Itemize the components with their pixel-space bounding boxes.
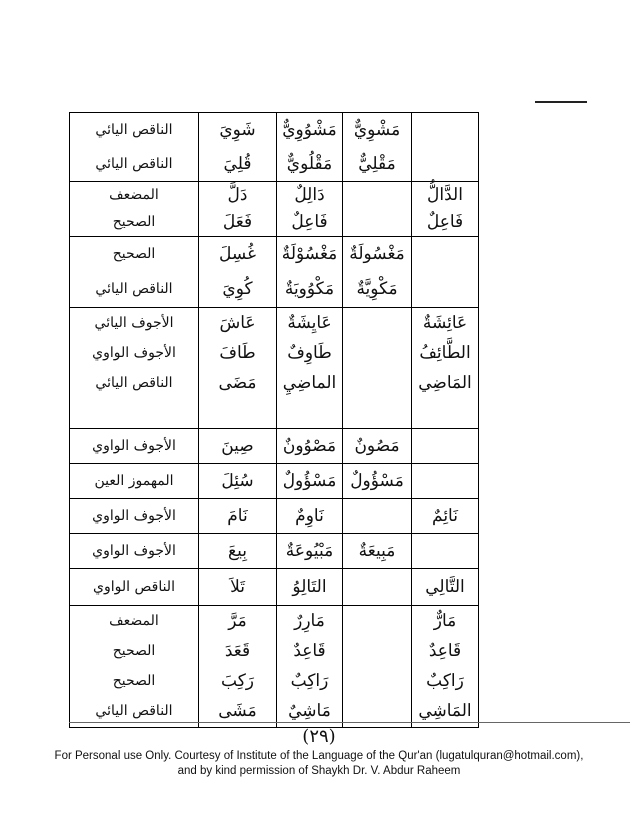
footer-line-2: and by kind permission of Shaykh Dr. V. Abdur Raheem	[177, 765, 461, 777]
arabic-word: تَلاَ	[230, 577, 245, 597]
morphology-label: الصحيح	[112, 214, 156, 230]
arabic-word: فَاعِلٌ	[426, 212, 464, 232]
arabic-word: مَرَّ	[228, 611, 247, 631]
arabic-word: نَامَ	[227, 506, 248, 526]
arabic-word: المَاشِي	[418, 701, 472, 721]
arabic-word: مَقْلُويٌّ	[286, 154, 333, 174]
arabic-word: عَايِشَةٌ	[287, 313, 332, 333]
arabic-word	[343, 338, 411, 368]
arabic-word: قُلِيَ	[223, 154, 252, 174]
verb-cell	[199, 182, 277, 237]
verb-cell	[199, 308, 277, 429]
arabic-word	[412, 113, 478, 147]
type-label-cell	[70, 113, 199, 182]
arabic-word: الطَّائِفُ	[419, 343, 471, 363]
form-a-cell	[277, 113, 343, 182]
arabic-word: مَشَى	[218, 701, 257, 721]
arabic-word	[343, 308, 411, 338]
morphology-label: الأجوف الواوي	[92, 508, 176, 524]
arabic-word: عَائِشَةٌ	[422, 313, 468, 333]
verb-cell	[199, 606, 277, 728]
table-body	[70, 113, 479, 728]
arabic-word: مَارِرٌ	[294, 611, 325, 631]
arabic-word	[343, 499, 411, 533]
arabic-word: الدَّالُّ	[427, 185, 463, 205]
type-label-cell	[70, 569, 199, 606]
morphology-label: الناقص اليائي	[95, 375, 173, 391]
arabic-word	[412, 237, 478, 272]
arabic-word: دَلَّ	[227, 185, 248, 205]
type-label-cell	[70, 182, 199, 237]
morphology-label: الأجوف الواوي	[92, 543, 176, 559]
morphology-label: الناقص اليائي	[95, 703, 173, 719]
arabic-word	[277, 398, 342, 428]
arabic-word: رَاكِبٌ	[290, 671, 329, 691]
arabic-word	[343, 182, 411, 209]
table-row	[70, 606, 479, 728]
verb-cell	[199, 534, 277, 569]
arabic-word	[412, 464, 478, 498]
form-b-cell	[343, 113, 412, 182]
verb-cell	[199, 237, 277, 308]
footer-line-1: For Personal use Only. Courtesy of Institute of the Language of the Qur'an (lugatulquran@hotmail.com),	[54, 750, 584, 762]
form-a-cell	[277, 237, 343, 308]
arabic-word: مَبِيعَةٌ	[358, 541, 396, 561]
form-b-cell	[343, 606, 412, 728]
morphology-label: الأجوف اليائي	[94, 315, 174, 331]
verb-cell	[199, 113, 277, 182]
conjugation-table	[69, 112, 479, 728]
table-row	[70, 429, 479, 464]
arabic-word: مَبْيُوعَةٌ	[285, 541, 334, 561]
table-row	[70, 464, 479, 499]
type-label-cell	[70, 499, 199, 534]
scan-mark	[535, 101, 587, 103]
type-label-cell	[70, 606, 199, 728]
form-a-cell	[277, 308, 343, 429]
arabic-word: مَغْسُوْلَةٌ	[281, 244, 338, 264]
arabic-word	[343, 398, 411, 428]
form-b-cell	[343, 308, 412, 429]
morphology-label: الصحيح	[112, 673, 156, 689]
table-row	[70, 499, 479, 534]
arabic-word: التَّالِي	[425, 577, 465, 597]
morphology-label	[70, 398, 198, 428]
arabic-word	[343, 209, 411, 236]
form-b-cell	[343, 429, 412, 464]
arabic-word: مَكْوِيَّةٌ	[356, 279, 398, 299]
arabic-word	[199, 398, 276, 428]
page-number: (٢٩)	[302, 726, 336, 747]
arabic-word: مَغْسُولَةٌ	[349, 244, 405, 264]
morphology-label: الصحيح	[112, 643, 156, 659]
arabic-word: مَصُونٌ	[354, 436, 400, 456]
form-b-cell	[343, 534, 412, 569]
arabic-word: مَشْوِيٌّ	[353, 120, 401, 140]
type-label-cell	[70, 429, 199, 464]
arabic-word: نَائِمٌ	[432, 506, 458, 526]
arabic-word	[412, 147, 478, 181]
morphology-label: الناقص اليائي	[95, 122, 173, 138]
arabic-word: فَاعِلٌ	[291, 212, 328, 232]
type-label-cell	[70, 534, 199, 569]
form-c-cell	[412, 569, 479, 606]
arabic-word: مَاشِيٌ	[288, 701, 331, 721]
arabic-word: شَوِيَ	[219, 120, 256, 140]
arabic-word	[412, 398, 478, 428]
table-row	[70, 182, 479, 237]
arabic-word: فَعَلَ	[222, 212, 253, 232]
morphology-label: الناقص اليائي	[95, 281, 173, 297]
arabic-word: طَاوِفٌ	[287, 343, 332, 363]
form-c-cell	[412, 113, 479, 182]
table-row	[70, 113, 479, 182]
arabic-word	[343, 606, 411, 636]
form-a-cell	[277, 534, 343, 569]
arabic-word	[343, 368, 411, 398]
form-c-cell	[412, 606, 479, 728]
form-a-cell	[277, 569, 343, 606]
form-c-cell	[412, 429, 479, 464]
arabic-word: قَاعِدٌ	[293, 641, 326, 661]
arabic-word: مَشْوُوِيٌّ	[282, 120, 337, 140]
table-row	[70, 569, 479, 606]
arabic-word: سُئِلَ	[221, 471, 254, 491]
form-a-cell	[277, 606, 343, 728]
arabic-word: عَاشَ	[219, 313, 256, 333]
arabic-word: مَارٌّ	[433, 611, 457, 631]
verb-cell	[199, 429, 277, 464]
form-a-cell	[277, 429, 343, 464]
morphology-label: الأجوف الواوي	[92, 438, 176, 454]
arabic-word: قَاعِدٌ	[428, 641, 462, 661]
form-c-cell	[412, 499, 479, 534]
arabic-word: نَاوِمٌ	[295, 506, 324, 526]
type-label-cell	[70, 237, 199, 308]
form-a-cell	[277, 182, 343, 237]
arabic-word	[343, 666, 411, 696]
arabic-word: رَكِبَ	[221, 671, 254, 691]
arabic-word	[343, 636, 411, 666]
form-c-cell	[412, 308, 479, 429]
morphology-label: الناقص الواوي	[93, 579, 175, 595]
type-label-cell	[70, 308, 199, 429]
arabic-word: مَضَى	[218, 373, 257, 393]
morphology-label: المضعف	[109, 613, 159, 629]
arabic-word: التَالِوُ	[292, 577, 327, 597]
arabic-word	[412, 534, 478, 568]
table-row	[70, 237, 479, 308]
form-c-cell	[412, 464, 479, 499]
form-b-cell	[343, 182, 412, 237]
arabic-word: طَافَ	[219, 343, 256, 363]
form-b-cell	[343, 464, 412, 499]
form-b-cell	[343, 569, 412, 606]
arabic-word: المَاضِي	[418, 373, 472, 393]
verb-cell	[199, 569, 277, 606]
morphology-label: الصحيح	[112, 246, 156, 262]
verb-cell	[199, 464, 277, 499]
arabic-word: غُسِلَ	[219, 244, 256, 264]
arabic-word: الماضِيِ	[282, 373, 337, 393]
form-b-cell	[343, 237, 412, 308]
arabic-word: مَقْلِيٌّ	[358, 154, 396, 174]
form-c-cell	[412, 237, 479, 308]
arabic-word: قَعَدَ	[224, 641, 251, 661]
arabic-word: مَسْؤُولٌ	[282, 471, 337, 491]
arabic-word: مَكْوُويَةٌ	[284, 279, 335, 299]
form-a-cell	[277, 464, 343, 499]
type-label-cell	[70, 464, 199, 499]
arabic-word: مَصْوُونٌ	[282, 436, 337, 456]
morphology-label: المهموز العين	[94, 473, 174, 489]
arabic-word: صِينَ	[221, 436, 254, 456]
verb-cell	[199, 499, 277, 534]
arabic-word: مَسْؤُولٌ	[350, 471, 404, 491]
arabic-word: رَاكِبٌ	[426, 671, 464, 691]
form-c-cell	[412, 182, 479, 237]
arabic-word	[412, 272, 478, 307]
arabic-word: دَالِلٌ	[294, 185, 325, 205]
morphology-label: الأجوف الواوي	[92, 345, 176, 361]
morphology-label: الناقص اليائي	[95, 156, 173, 172]
table-row	[70, 308, 479, 429]
arabic-word	[412, 429, 478, 463]
arabic-word: بِيعَ	[228, 541, 247, 561]
morphology-label: المضعف	[109, 187, 159, 203]
arabic-word	[343, 569, 411, 605]
footer-divider	[69, 722, 630, 723]
table-row	[70, 534, 479, 569]
form-a-cell	[277, 499, 343, 534]
form-b-cell	[343, 499, 412, 534]
arabic-word: كُوِيَ	[222, 279, 253, 299]
form-c-cell	[412, 534, 479, 569]
